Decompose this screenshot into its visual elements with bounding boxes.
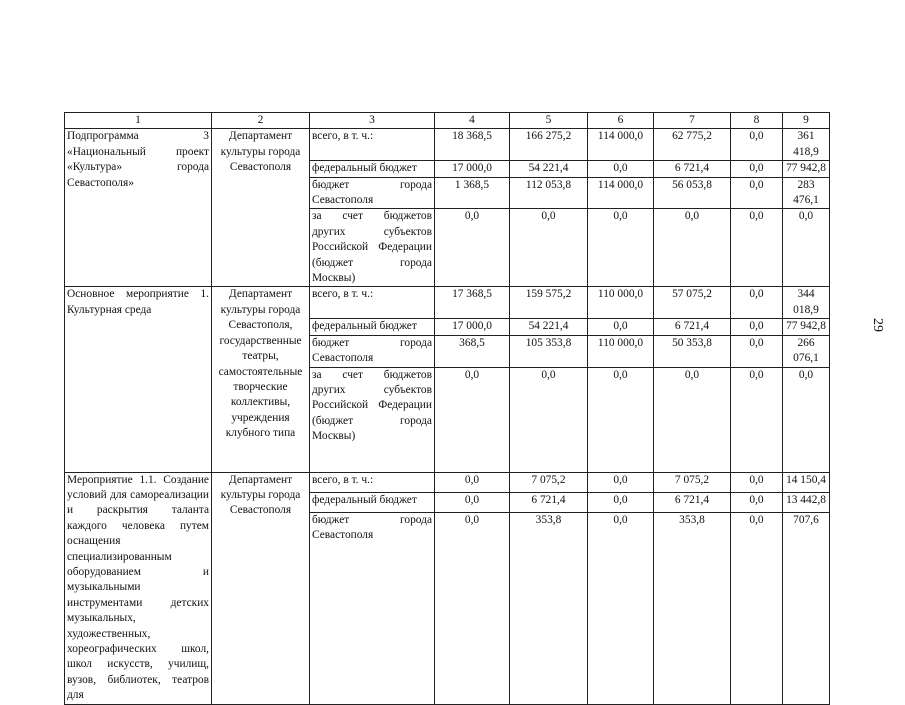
amount-cell: 0,0 (731, 129, 783, 161)
amount-cell: 77 942,8 (783, 161, 830, 177)
amount-cell: 17 000,0 (435, 161, 510, 177)
amount-cell: 0,0 (654, 367, 731, 472)
amount-cell: 0,0 (731, 319, 783, 335)
amount-cell: 0,0 (510, 367, 588, 472)
table-row (65, 472, 830, 492)
amount-cell: 0,0 (731, 472, 783, 492)
amount-cell: 266 076,1 (783, 335, 830, 367)
amount-cell: 0,0 (435, 367, 510, 472)
amount-cell: 114 000,0 (588, 177, 654, 209)
amount-cell: 50 353,8 (654, 335, 731, 367)
amount-cell: 0,0 (510, 209, 588, 287)
funding-source-cell: бюджет города Севастополя (310, 177, 435, 209)
header-cell: 4 (435, 113, 510, 129)
funding-source-cell: за счет бюджетов других субъектов Российской Федерации (бюджет города Москвы) (310, 367, 435, 472)
amount-cell: 344 018,9 (783, 287, 830, 319)
amount-cell: 0,0 (731, 492, 783, 512)
program-name-cell: Мероприятие 1.1. Создание условий для самореализации и раскрытия таланта каждого человека путем оснащения специализированным оборудованием и музыкальными инструментами детских музыкальных, художественных, хореографических школ, школ искусств, училищ, вузов, библиотек, театров для (65, 472, 212, 704)
amount-cell: 0,0 (731, 287, 783, 319)
amount-cell: 159 575,2 (510, 287, 588, 319)
amount-cell: 110 000,0 (588, 287, 654, 319)
amount-cell: 1 368,5 (435, 177, 510, 209)
funding-source-cell: за счет бюджетов других субъектов Российской Федерации (бюджет города Москвы) (310, 209, 435, 287)
amount-cell: 0,0 (435, 209, 510, 287)
funding-source-cell: федеральный бюджет (310, 319, 435, 335)
amount-cell: 0,0 (435, 512, 510, 704)
amount-cell: 0,0 (588, 209, 654, 287)
amount-cell: 7 075,2 (510, 472, 588, 492)
amount-cell: 54 221,4 (510, 319, 588, 335)
amount-cell: 0,0 (435, 472, 510, 492)
amount-cell: 14 150,4 (783, 472, 830, 492)
amount-cell: 17 000,0 (435, 319, 510, 335)
header-cell: 5 (510, 113, 588, 129)
amount-cell: 13 442,8 (783, 492, 830, 512)
amount-cell: 0,0 (731, 367, 783, 472)
amount-cell: 0,0 (654, 209, 731, 287)
amount-cell: 56 053,8 (654, 177, 731, 209)
amount-cell: 6 721,4 (510, 492, 588, 512)
amount-cell: 707,6 (783, 512, 830, 704)
executor-cell: Департамент культуры города Севастополя, государственные театры, самостоятельные творческие коллективы, учреждения клубного типа (212, 287, 310, 472)
amount-cell: 0,0 (588, 161, 654, 177)
funding-source-cell: бюджет города Севастополя (310, 512, 435, 704)
amount-cell: 0,0 (435, 492, 510, 512)
header-cell: 7 (654, 113, 731, 129)
executor-cell: Департамент культуры города Севастополя (212, 129, 310, 287)
amount-cell: 6 721,4 (654, 319, 731, 335)
amount-cell: 0,0 (588, 492, 654, 512)
funding-source-cell: бюджет города Севастополя (310, 335, 435, 367)
table-row (65, 129, 830, 161)
page-number: 29 (870, 318, 885, 332)
amount-cell: 353,8 (654, 512, 731, 704)
amount-cell: 17 368,5 (435, 287, 510, 319)
amount-cell: 0,0 (731, 335, 783, 367)
amount-cell: 54 221,4 (510, 161, 588, 177)
budget-table (64, 112, 830, 705)
funding-source-cell: федеральный бюджет (310, 492, 435, 512)
funding-source-cell: всего, в т. ч.: (310, 287, 435, 319)
amount-cell: 166 275,2 (510, 129, 588, 161)
amount-cell: 6 721,4 (654, 492, 731, 512)
amount-cell: 353,8 (510, 512, 588, 704)
amount-cell: 0,0 (731, 512, 783, 704)
amount-cell: 368,5 (435, 335, 510, 367)
amount-cell: 62 775,2 (654, 129, 731, 161)
amount-cell: 7 075,2 (654, 472, 731, 492)
amount-cell: 6 721,4 (654, 161, 731, 177)
amount-cell: 0,0 (783, 367, 830, 472)
amount-cell: 0,0 (731, 177, 783, 209)
amount-cell: 114 000,0 (588, 129, 654, 161)
amount-cell: 0,0 (588, 319, 654, 335)
header-cell: 1 (65, 113, 212, 129)
header-cell: 2 (212, 113, 310, 129)
amount-cell: 0,0 (588, 512, 654, 704)
amount-cell: 110 000,0 (588, 335, 654, 367)
funding-source-cell: всего, в т. ч.: (310, 129, 435, 161)
amount-cell: 0,0 (588, 367, 654, 472)
amount-cell: 283 476,1 (783, 177, 830, 209)
executor-cell: Департамент культуры города Севастополя (212, 472, 310, 704)
program-name-cell: Подпрограмма 3 «Национальный проект «Культура» города Севастополя» (65, 129, 212, 287)
header-cell: 8 (731, 113, 783, 129)
amount-cell: 0,0 (731, 161, 783, 177)
table-body (65, 113, 830, 705)
amount-cell: 105 353,8 (510, 335, 588, 367)
header-cell: 6 (588, 113, 654, 129)
program-name-cell: Основное мероприятие 1. Культурная среда (65, 287, 212, 472)
table-header-row (65, 113, 830, 129)
header-cell: 9 (783, 113, 830, 129)
amount-cell: 112 053,8 (510, 177, 588, 209)
amount-cell: 0,0 (731, 209, 783, 287)
amount-cell: 361 418,9 (783, 129, 830, 161)
table-row (65, 287, 830, 319)
funding-source-cell: всего, в т. ч.: (310, 472, 435, 492)
amount-cell: 77 942,8 (783, 319, 830, 335)
amount-cell: 0,0 (588, 472, 654, 492)
amount-cell: 0,0 (783, 209, 830, 287)
header-cell: 3 (310, 113, 435, 129)
amount-cell: 57 075,2 (654, 287, 731, 319)
funding-source-cell: федеральный бюджет (310, 161, 435, 177)
amount-cell: 18 368,5 (435, 129, 510, 161)
